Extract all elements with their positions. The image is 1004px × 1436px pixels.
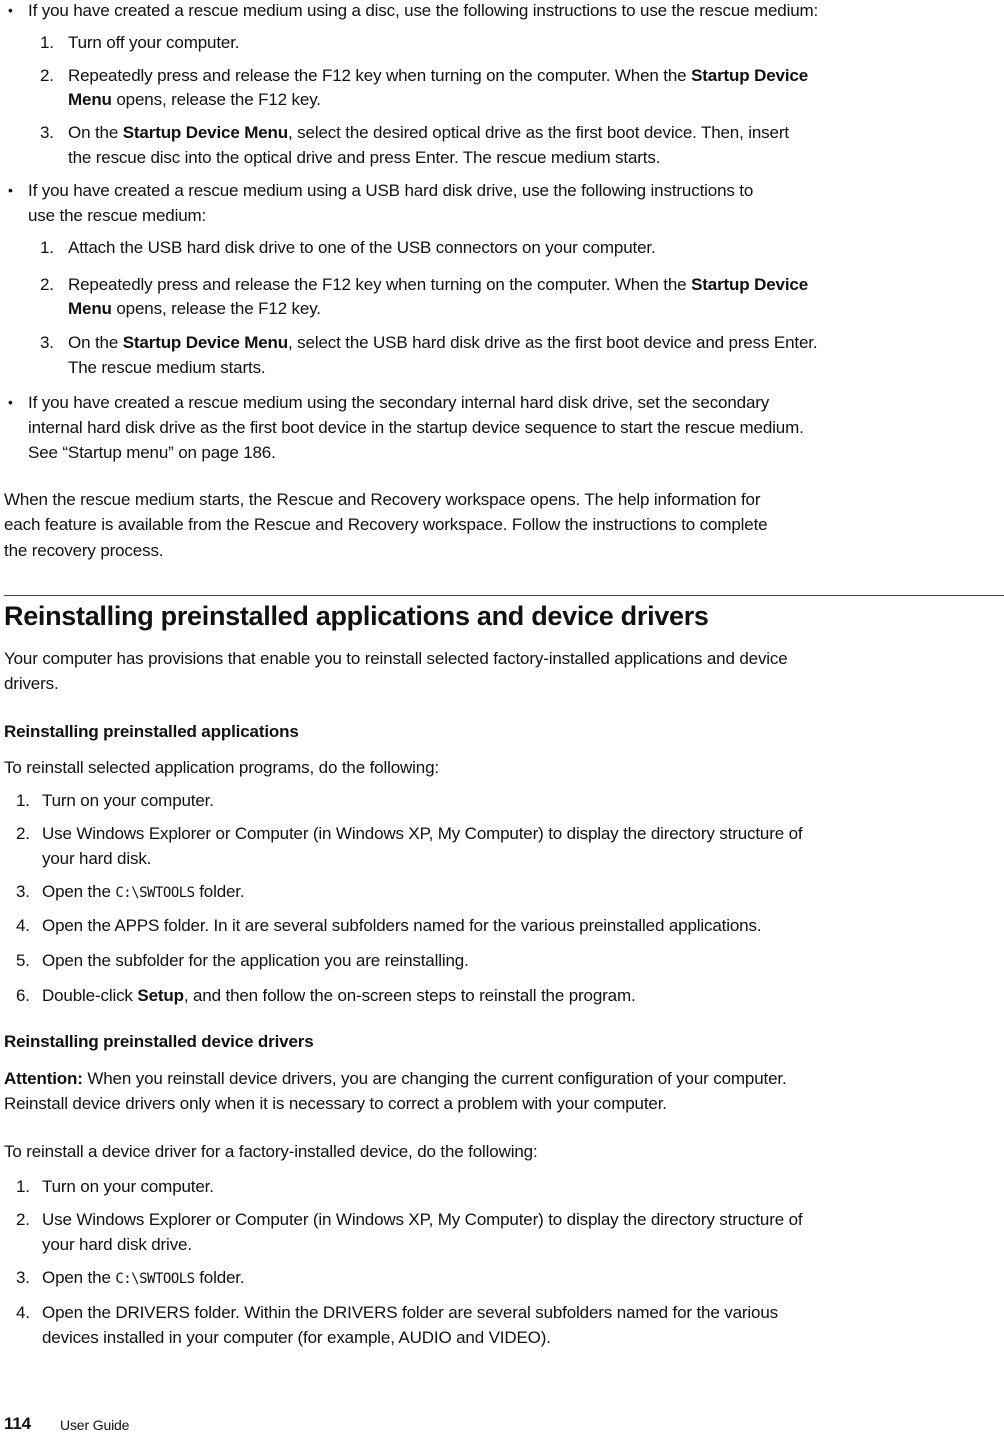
disc-step-3-line-1 — [68, 122, 789, 144]
drivers-step-2-line-1: Use Windows Explorer or Computer (in Windows XP, My Computer) to display the directory structure of — [42, 1210, 803, 1229]
guide-title: User Guide — [60, 1417, 130, 1433]
section-heading: Reinstalling preinstalled applications and device drivers — [4, 601, 709, 631]
step-number: 3. — [40, 333, 54, 352]
internal-drive-line-2: internal hard disk drive as the first boot device in the startup device sequence to start the rescue medium. — [28, 418, 804, 437]
recovery-paragraph-line-1: When the rescue medium starts, the Rescue and Recovery workspace opens. The help information for — [4, 490, 761, 509]
apps-step-3-text: Open the — [42, 882, 116, 901]
disc-step-2-text: opens, release the F12 key. — [111, 90, 321, 109]
startup-device-menu-term: Startup Device — [691, 66, 809, 85]
apps-step-1: Turn on your computer. — [42, 791, 214, 810]
setup-term: Setup — [137, 986, 184, 1005]
attention-line-2: Reinstall device drivers only when it is necessary to correct a problem with your computer. — [4, 1094, 667, 1113]
step-number: 2. — [40, 66, 54, 85]
step-number: 2. — [16, 1210, 30, 1229]
step-number: 2. — [40, 275, 54, 294]
startup-device-menu-term: Menu — [68, 299, 112, 318]
step-number: 3. — [16, 1268, 30, 1287]
swtools-path: C:\SWTOOLS — [115, 1271, 195, 1287]
apps-step-3 — [42, 881, 244, 904]
usb-step-1: Attach the USB hard disk drive to one of the USB connectors on your computer. — [68, 238, 656, 257]
apps-step-6-text: , and then follow the on-screen steps to reinstall the program. — [183, 986, 636, 1005]
internal-drive-line-3: See “Startup menu” on page 186. — [28, 443, 276, 462]
usb-step-2-text: Repeatedly press and release the F12 key when turning on the computer. When the — [68, 275, 692, 294]
apps-step-2-line-1: Use Windows Explorer or Computer (in Windows XP, My Computer) to display the directory structure of — [42, 824, 803, 843]
step-number: 1. — [40, 238, 54, 257]
step-number: 3. — [16, 882, 30, 901]
drivers-step-4-line-2: devices installed in your computer (for example, AUDIO and VIDEO). — [42, 1328, 551, 1347]
recovery-paragraph-line-2: each feature is available from the Rescue and Recovery workspace. Follow the instructions to complete — [4, 515, 768, 534]
disc-step-2-line-1 — [68, 65, 808, 87]
section-intro-line-1: Your computer has provisions that enable you to reinstall selected factory-installed applications and device — [4, 649, 788, 668]
apps-step-5: Open the subfolder for the application you are reinstalling. — [42, 951, 469, 970]
step-number: 6. — [16, 986, 30, 1005]
recovery-paragraph-line-3: the recovery process. — [4, 541, 164, 560]
startup-device-menu-term: Startup Device — [691, 275, 809, 294]
apps-lead: To reinstall selected application programs, do the following: — [4, 758, 439, 777]
disc-step-2-line-2 — [68, 89, 321, 111]
internal-drive-line-1: If you have created a rescue medium using the secondary internal hard disk drive, set the secondary — [28, 393, 770, 412]
usb-step-3-line-2: The rescue medium starts. — [68, 358, 266, 377]
usb-step-2-line-2 — [68, 298, 321, 320]
drivers-step-1: Turn on your computer. — [42, 1177, 214, 1196]
startup-device-menu-term: Startup Device Menu — [122, 333, 289, 352]
bullet-marker: • — [8, 2, 13, 18]
section-intro-line-2: drivers. — [4, 674, 59, 693]
usb-step-3-text: On the — [68, 333, 123, 352]
apps-subheading: Reinstalling preinstalled applications — [4, 722, 299, 741]
step-number: 1. — [40, 33, 54, 52]
step-number: 4. — [16, 916, 30, 935]
drivers-step-3-text: folder. — [194, 1268, 245, 1287]
step-number: 2. — [16, 824, 30, 843]
usb-intro-line-1: If you have created a rescue medium using a USB hard disk drive, use the following instructions to — [28, 181, 754, 200]
apps-step-3-text: folder. — [194, 882, 245, 901]
apps-step-6-text: Double-click — [42, 986, 138, 1005]
bullet-marker: • — [8, 394, 13, 410]
usb-step-3-text: , select the USB hard disk drive as the first boot device and press Enter. — [288, 333, 818, 352]
section-divider — [4, 595, 1004, 596]
disc-step-1: Turn off your computer. — [68, 33, 240, 52]
startup-device-menu-term: Menu — [68, 90, 112, 109]
apps-step-6 — [42, 985, 636, 1007]
startup-device-menu-term: Startup Device Menu — [122, 123, 289, 142]
step-number: 5. — [16, 951, 30, 970]
disc-step-2-text: Repeatedly press and release the F12 key when turning on the computer. When the — [68, 66, 692, 85]
step-number: 3. — [40, 123, 54, 142]
disc-step-3-text: On the — [68, 123, 123, 142]
usb-step-2-text: opens, release the F12 key. — [111, 299, 321, 318]
drivers-subheading: Reinstalling preinstalled device drivers — [4, 1032, 314, 1051]
drivers-step-3 — [42, 1267, 244, 1290]
disc-intro: If you have created a rescue medium using a disc, use the following instructions to use the rescue medium: — [28, 1, 819, 20]
disc-step-3-line-2: the rescue disc into the optical drive and press Enter. The rescue medium starts. — [68, 148, 661, 167]
disc-step-3-text: , select the desired optical drive as the first boot device. Then, insert — [288, 123, 789, 142]
step-number: 1. — [16, 1177, 30, 1196]
apps-step-4: Open the APPS folder. In it are several subfolders named for the various preinstalled applications. — [42, 916, 762, 935]
step-number: 4. — [16, 1303, 30, 1322]
attention-line-1 — [4, 1068, 787, 1090]
usb-step-3-line-1 — [68, 332, 817, 354]
attention-text: When you reinstall device drivers, you are changing the current configuration of your computer. — [82, 1069, 787, 1088]
swtools-path: C:\SWTOOLS — [115, 885, 195, 901]
drivers-step-4-line-1: Open the DRIVERS folder. Within the DRIVERS folder are several subfolders named for the various — [42, 1303, 778, 1322]
step-number: 1. — [16, 791, 30, 810]
drivers-step-3-text: Open the — [42, 1268, 116, 1287]
attention-label: Attention: — [4, 1069, 83, 1088]
drivers-lead: To reinstall a device driver for a factory-installed device, do the following: — [4, 1142, 538, 1161]
bullet-marker: • — [8, 182, 13, 198]
usb-step-2-line-1 — [68, 274, 808, 296]
apps-step-2-line-2: your hard disk. — [42, 849, 152, 868]
page-number: 114 — [4, 1414, 31, 1433]
drivers-step-2-line-2: your hard disk drive. — [42, 1235, 192, 1254]
usb-intro-line-2: use the rescue medium: — [28, 206, 207, 225]
